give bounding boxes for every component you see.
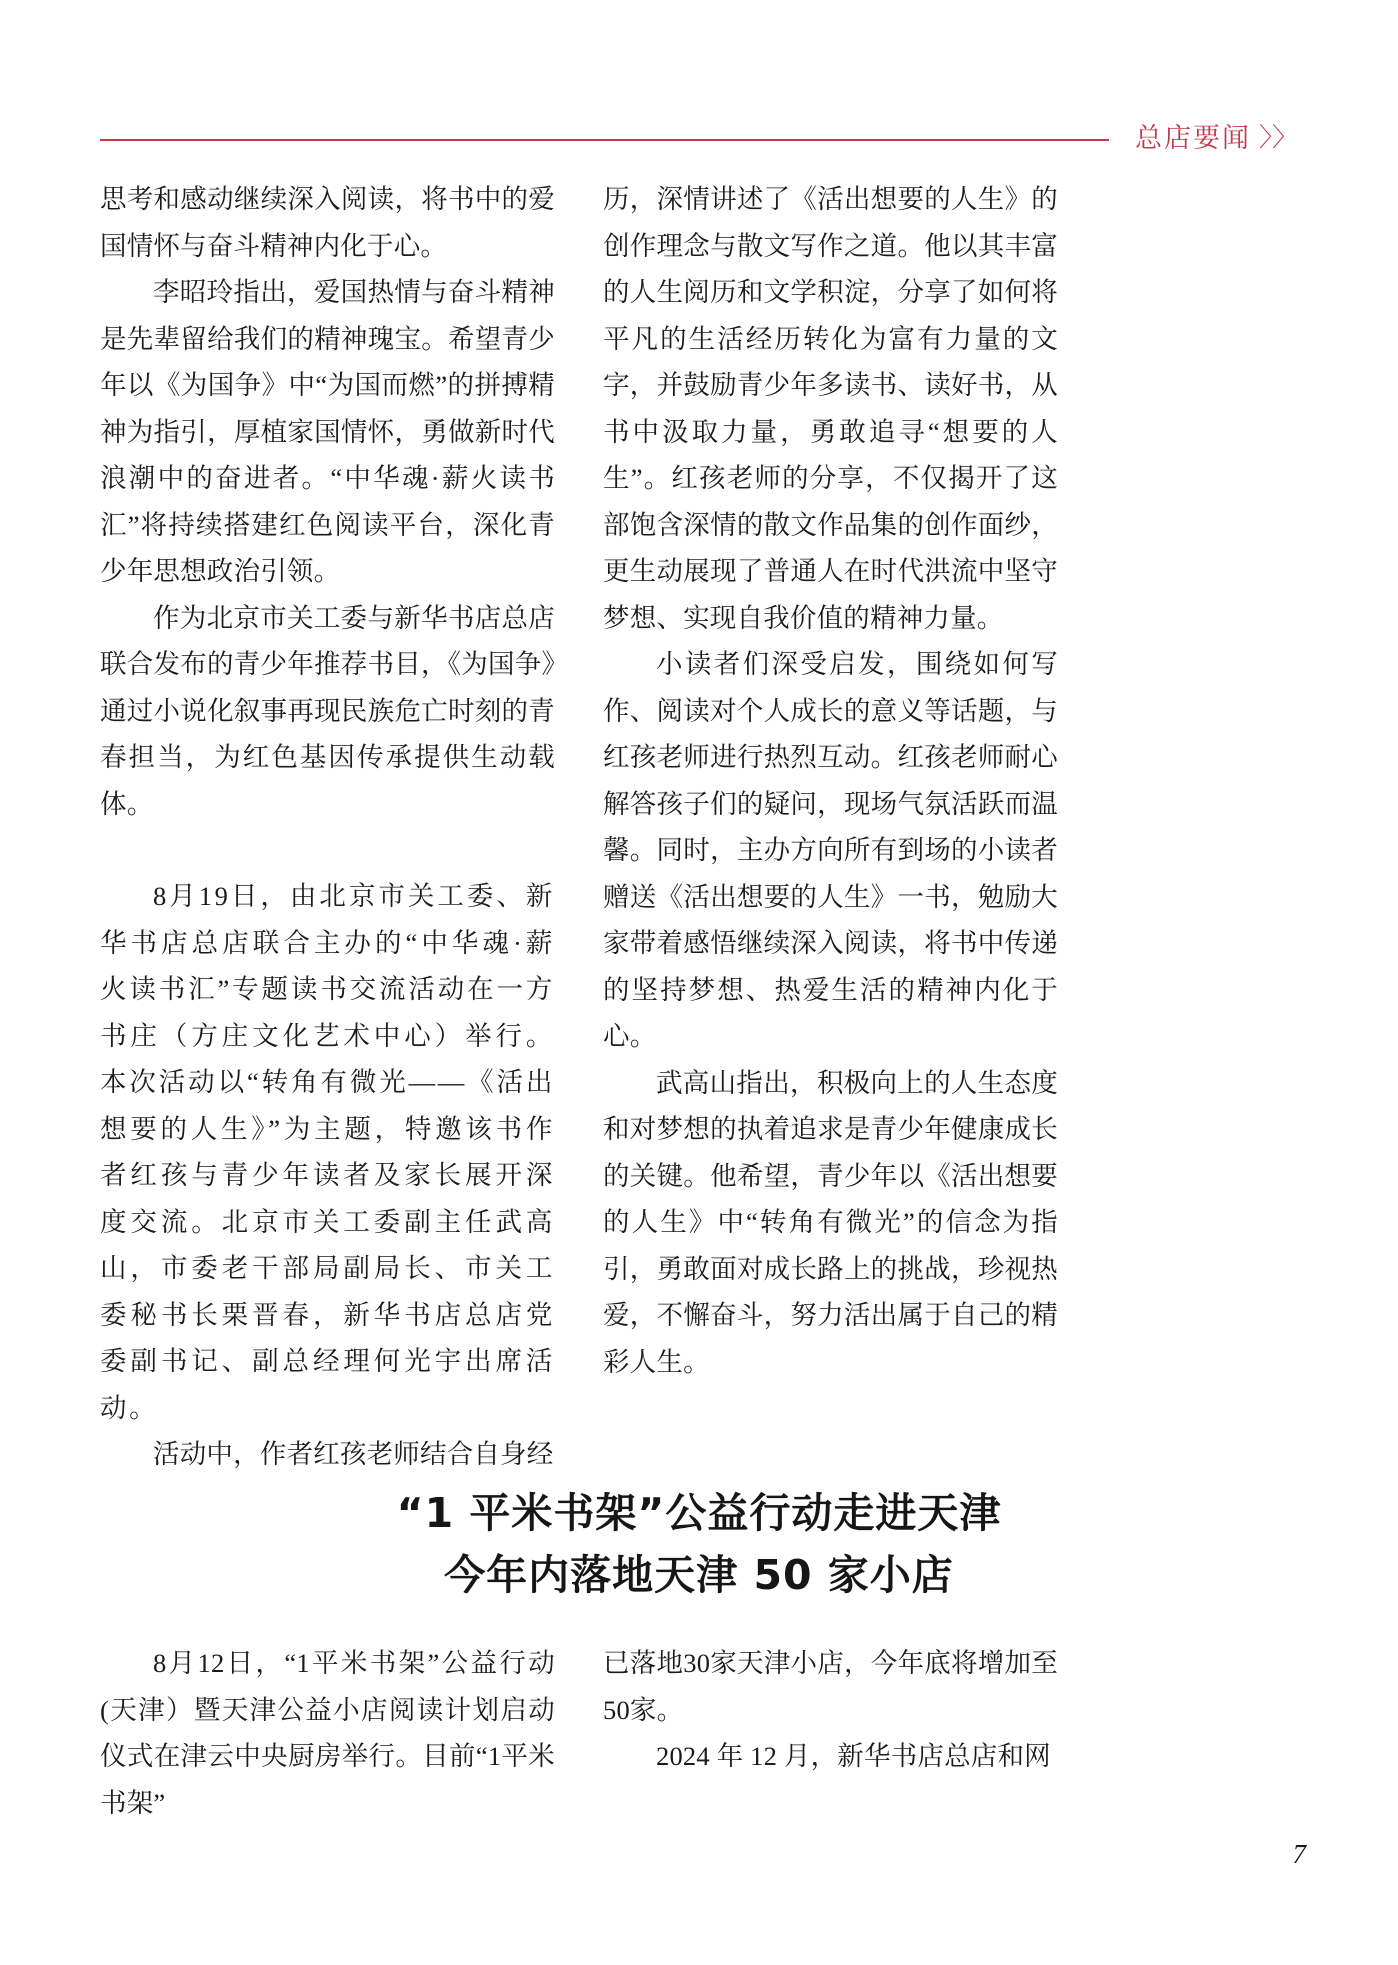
header-section-title: 总店要闻 <box>1134 122 1251 154</box>
headline-line-primary: “1 平米书架”公益行动走进天津 <box>396 1489 1002 1537</box>
paragraph: 思考和感动继续深入阅读，将书中的爱国情怀与奋斗精神内化于心。 <box>100 184 555 261</box>
article-two-headline <box>100 1482 1298 1606</box>
article-one-right-column <box>603 176 1058 1478</box>
paragraph: 李昭玲指出，爱国热情与奋斗精神是先辈留给我们的精神瑰宝。希望青少年以《为国争》中“为国而燃”的拼搏精神为指引，厚植家国情怀，勇做新时代浪潮中的奋进者。“中华魂·薪火读书汇”将持续搭建红色阅读平台，深化青少年思想政治引领。 <box>100 277 555 586</box>
page-number: 7 <box>1292 1839 1306 1869</box>
double-chevron-right-icon: 〉〉 <box>1258 123 1298 153</box>
paragraph: 8月12日，“1平米书架”公益行动(天津）暨天津公益小店阅读计划启动仪式在津云中央厨房举行。目前“1平米书架” <box>100 1648 555 1818</box>
article-two-right-column <box>603 1640 1058 1826</box>
running-header <box>100 108 1298 168</box>
paragraph: 作为北京市关工委与新华书店总店联合发布的青少年推荐书目，《为国争》通过小说化叙事再现民族危亡时刻的青春担当，为红色基因传承提供生动载体。 <box>100 602 555 819</box>
article-two-columns <box>100 1640 1298 1826</box>
paragraph: 已落地30家天津小店，今年底将增加至50家。 <box>603 1648 1058 1725</box>
paragraph: 8月19日，由北京市关工委、新华书店总店联合主办的“中华魂·薪火读书汇”专题读书交流活动在一方书庄（方庄文化艺术中心）举行。本次活动以“转角有微光——《活出想要的人生》”为主题，特邀该书作者红孩与青少年读者及家长展开深度交流。北京市关工委副主任武高山，市委老干部局副局长、市关工委秘书长栗晋春，新华书店总店党委副书记、副总经理何光宇出席活动。 <box>100 881 555 1423</box>
article-one-columns <box>100 176 1298 1478</box>
headline-line-secondary: 今年内落地天津 50 家小店 <box>444 1551 954 1599</box>
article-one-left-column <box>100 176 555 1478</box>
paragraph: 历，深情讲述了《活出想要的人生》的创作理念与散文写作之道。他以其丰富的人生阅历和文学积淀，分享了如何将平凡的生活经历转化为富有力量的文字，并鼓励青少年多读书、读好书，从书中汲取力量，勇敢追寻“想要的人生”。红孩老师的分享，不仅揭开了这部饱含深情的散文作品集的创作面纱，更生动展现了普通人在时代洪流中坚守梦想、实现自我价值的精神力量。 <box>603 184 1058 633</box>
paragraph: 2024 年 12 月，新华书店总店和网 <box>656 1741 1051 1771</box>
paragraph: 武高山指出，积极向上的人生态度和对梦想的执着追求是青少年健康成长的关键。他希望，青少年以《活出想要的人生》中“转角有微光”的信念为指引，勇敢面对成长路上的挑战，珍视热爱，不懈奋斗，努力活出属于自己的精彩人生。 <box>603 1067 1058 1377</box>
paragraph: 小读者们深受启发，围绕如何写作、阅读对个人成长的意义等话题，与红孩老师进行热烈互动。红孩老师耐心解答孩子们的疑问，现场气氛活跃而温馨。同时，主办方向所有到场的小读者赠送《活出想要的人生》一书，勉励大家带着感悟继续深入阅读，将书中传递的坚持梦想、热爱生活的精神内化于心。 <box>603 649 1058 1051</box>
article-two-left-column <box>100 1640 555 1826</box>
paragraph: 活动中，作者红孩老师结合自身经 <box>153 1439 554 1469</box>
header-rule-divider <box>100 139 1109 141</box>
